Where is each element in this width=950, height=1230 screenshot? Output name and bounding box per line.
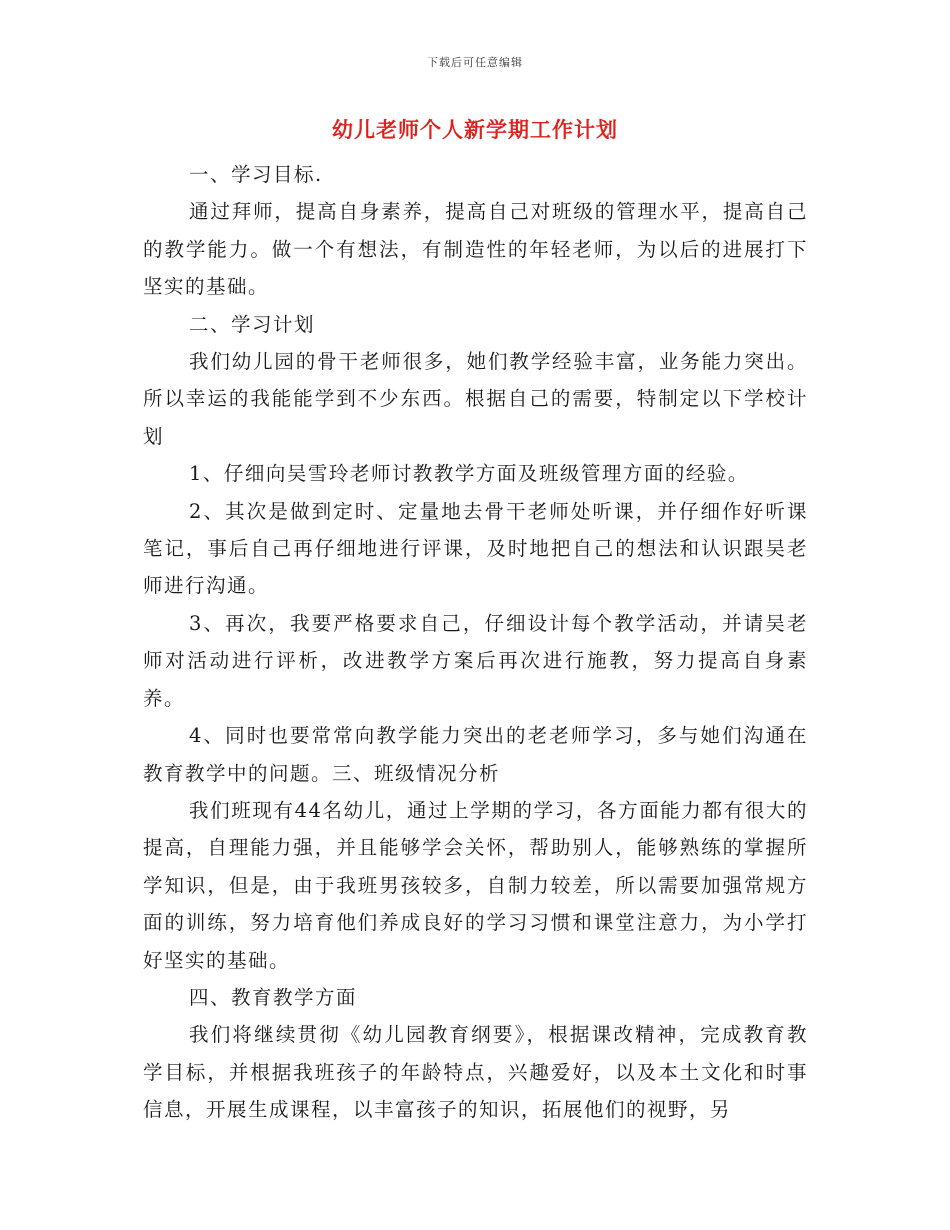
paragraph-class-analysis: 我们班现有44名幼儿，通过上学期的学习，各方面能力都有很大的提高，自理能力强，并且能够学会关怀，帮助别人，能够熟练的掌握所学知识，但是，由于我班男孩较多，自制力较差，所以需要加强常规方面的训练，努力培育他们养成良好的学习习惯和课堂注意力，为小学打好坚实的基础。 [143,798,808,972]
plan-item-1: 1、仔细向吴雪玲老师讨教教学方面及班级管理方面的经验。 [189,462,749,486]
plan-item-2: 2、其次是做到定时、定量地去骨干老师处听课，并仔细作好听课笔记，事后自己再仔细地进行评课，及时地把自己的想法和认识跟吴老师进行沟通。 [143,499,808,598]
plan-item-3: 3、再次，我要严格要求自己，仔细设计每个教学活动，并请吴老师对活动进行评析，改进教学方案后再次进行施教，努力提高自身素养。 [143,611,808,710]
document-body [143,156,808,1129]
heading-learning-goals: 一、学习目标. [189,163,323,186]
document-title: 幼儿老师个人新学期工作计划 [332,117,618,142]
header-note: 下载后可任意编辑 [427,56,523,69]
heading-education-teaching: 四、教育教学方面 [189,985,358,1009]
paragraph-learning-plan-intro: 我们幼儿园的骨干老师很多，她们教学经验丰富，业务能力突出。所以幸运的我能能学到不少东西。根据自己的需要，特制定以下学校计划 [143,350,808,448]
heading-learning-plan: 二、学习计划 [189,312,316,336]
paragraph-education-teaching: 我们将继续贯彻《幼儿园教育纲要》，根据课改精神，完成教育教学目标，并根据我班孩子的年龄特点，兴趣爱好，以及本土文化和时事信息，开展生成课程，以丰富孩子的知识，拓展他们的视野，另 [143,1023,808,1122]
plan-item-4: 4、同时也要常常向教学能力突出的老老师学习，多与她们沟通在教育教学中的问题。三、班级情况分析 [143,724,808,785]
paragraph-learning-goals: 通过拜师，提高自身素养，提高自己对班级的管理水平，提高自己的教学能力。做一个有想法，有制造性的年轻老师，为以后的进展打下坚实的基础。 [143,200,808,299]
